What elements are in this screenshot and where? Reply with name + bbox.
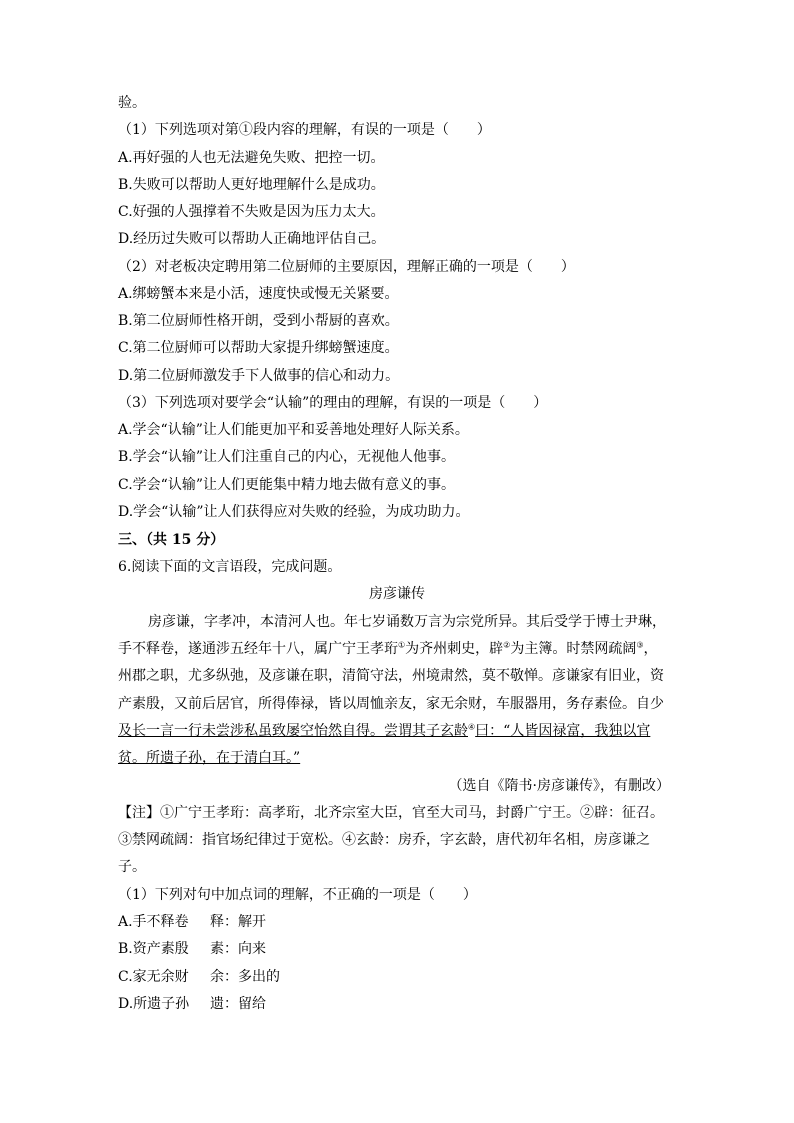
- q6-sub1-option-b: B.资产素殷 素：向来: [118, 941, 266, 957]
- q5-sub1-option-d: D.经历过失败可以帮助人正确地评估自己。: [118, 231, 386, 247]
- q5-sub2-option-a: A.绑螃蟹本来是小活，速度快或慢无关紧要。: [118, 286, 399, 302]
- q5-sub2-option-c: C.第二位厨师可以帮助大家提升绑螃蟹速度。: [118, 340, 399, 356]
- q5-sub1-option-b: B.失败可以帮助人更好地理解什么是成功。: [118, 177, 385, 193]
- footnote-marker: ③: [636, 640, 644, 650]
- q5-sub2-option-b: B.第二位厨师性格开朗，受到小帮厨的喜欢。: [118, 313, 399, 329]
- q5-sub3-option-b: B.学会“认输”让人们注重自己的内心，无视他人他事。: [118, 449, 456, 465]
- q5-sub1-stem: （1）下列选项对第①段内容的理解，有误的一项是（ ）: [118, 122, 491, 138]
- footnote-marker: ④: [468, 722, 476, 732]
- passage-title: 房彦谦传: [369, 586, 425, 602]
- note-line: ③禁网疏阔：指官场纪律过于宽松。④玄龄：房乔，字玄龄，唐代初年名相，房彦谦之: [118, 832, 650, 848]
- q6-sub1-option-d: D.所遗子孙 遗：留给: [118, 996, 266, 1012]
- q5-sub3-option-d: D.学会“认输”让人们获得应对失败的经验，为成功助力。: [118, 504, 470, 520]
- q5-sub3-stem: （3）下列选项对要学会“认输”的理由的理解，有误的一项是（ ）: [118, 395, 548, 411]
- passage-line: 产素殷，又前后居官，所得俸禄，皆以周恤亲友，家无余财，车服器用，务存素俭。自少: [118, 696, 664, 712]
- q5-sub2-option-d: D.第二位厨师激发手下人做事的信心和动力。: [118, 368, 400, 384]
- section-heading: 三、（共 15 分）: [118, 532, 225, 548]
- q5-sub1-option-c: C.好强的人强撑着不失败是因为压力太大。: [118, 204, 385, 220]
- q5-sub1-option-a: A.再好强的人也无法避免失败、把控一切。: [118, 150, 385, 166]
- footnote-marker: ①: [398, 640, 406, 650]
- q6-sub1-stem: （1）下列对句中加点词的理解，不正确的一项是（ ）: [118, 887, 477, 903]
- note-line: 子。: [118, 859, 146, 875]
- passage-line: 房彦谦，字孝冲，本清河人也。年七岁诵数万言为宗党所异。其后受学于博士尹琳，: [148, 614, 666, 630]
- q6-sub1-option-a: A.手不释卷 释：解开: [118, 914, 266, 930]
- q6-intro: 6.阅读下面的文言语段，完成问题。: [118, 559, 342, 575]
- q5-sub3-option-a: A.学会“认输”让人们能更加平和妥善地处理好人际关系。: [118, 422, 469, 438]
- q5-sub2-stem: （2）对老板决定聘用第二位厨师的主要原因，理解正确的一项是（ ）: [118, 259, 575, 275]
- q6-sub1-option-c: C.家无余财 余：多出的: [118, 969, 280, 985]
- passage-line-underlined: 及长一言一行未尝涉私虽致屡空怡然自得。尝谓其子玄龄④曰：“人皆因禄富，我独以官: [118, 722, 651, 739]
- passage-line: 州郡之职，尤多纵弛，及彦谦在职，清简守法，州境肃然，莫不敬惮。彦谦家有旧业，资: [118, 668, 664, 684]
- note-line: 【注】①广宁王孝珩：高孝珩，北齐宗室大臣，官至大司马，封爵广宁王。②辟：征召。: [118, 805, 664, 821]
- top-fragment: 验。: [118, 95, 146, 111]
- passage-line-underlined: 贫。所遗子孙，在于清白耳。”: [118, 750, 301, 766]
- source-citation: （选自《隋书·房彦谦传》，有删改）: [448, 778, 670, 794]
- footnote-marker: ②: [503, 640, 511, 650]
- q5-sub3-option-c: C.学会“认输”让人们更能集中精力地去做有意义的事。: [118, 477, 455, 493]
- passage-line: 手不释卷，遂通涉五经年十八，属广宁王孝珩①为齐州刺史，辟②为主簿。时禁网疏阔③，: [118, 640, 658, 657]
